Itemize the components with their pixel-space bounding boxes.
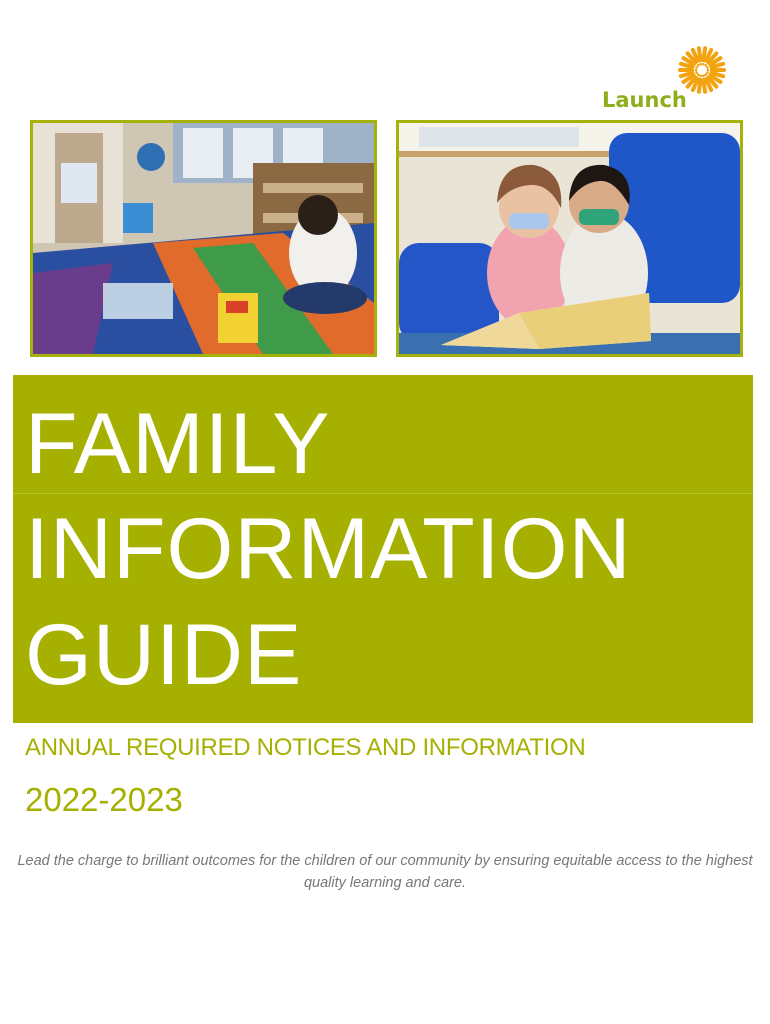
title-line-1: FAMILY [25, 396, 331, 492]
document-subtitle: ANNUAL REQUIRED NOTICES AND INFORMATION [25, 734, 586, 761]
reading-photo [396, 120, 743, 357]
title-line-2: INFORMATION [25, 501, 632, 597]
classroom-photo [30, 120, 377, 357]
school-year: 2022-2023 [25, 781, 183, 818]
title-line-3: GUIDE [25, 607, 303, 703]
launch-logo-text: Launch [602, 88, 687, 112]
title-banner [13, 375, 753, 723]
mission-tagline: Lead the charge to brilliant outcomes for the children of our community by ensuring equitable access to the highest quality learning and care. [17, 853, 753, 891]
banner-divider [13, 493, 753, 494]
